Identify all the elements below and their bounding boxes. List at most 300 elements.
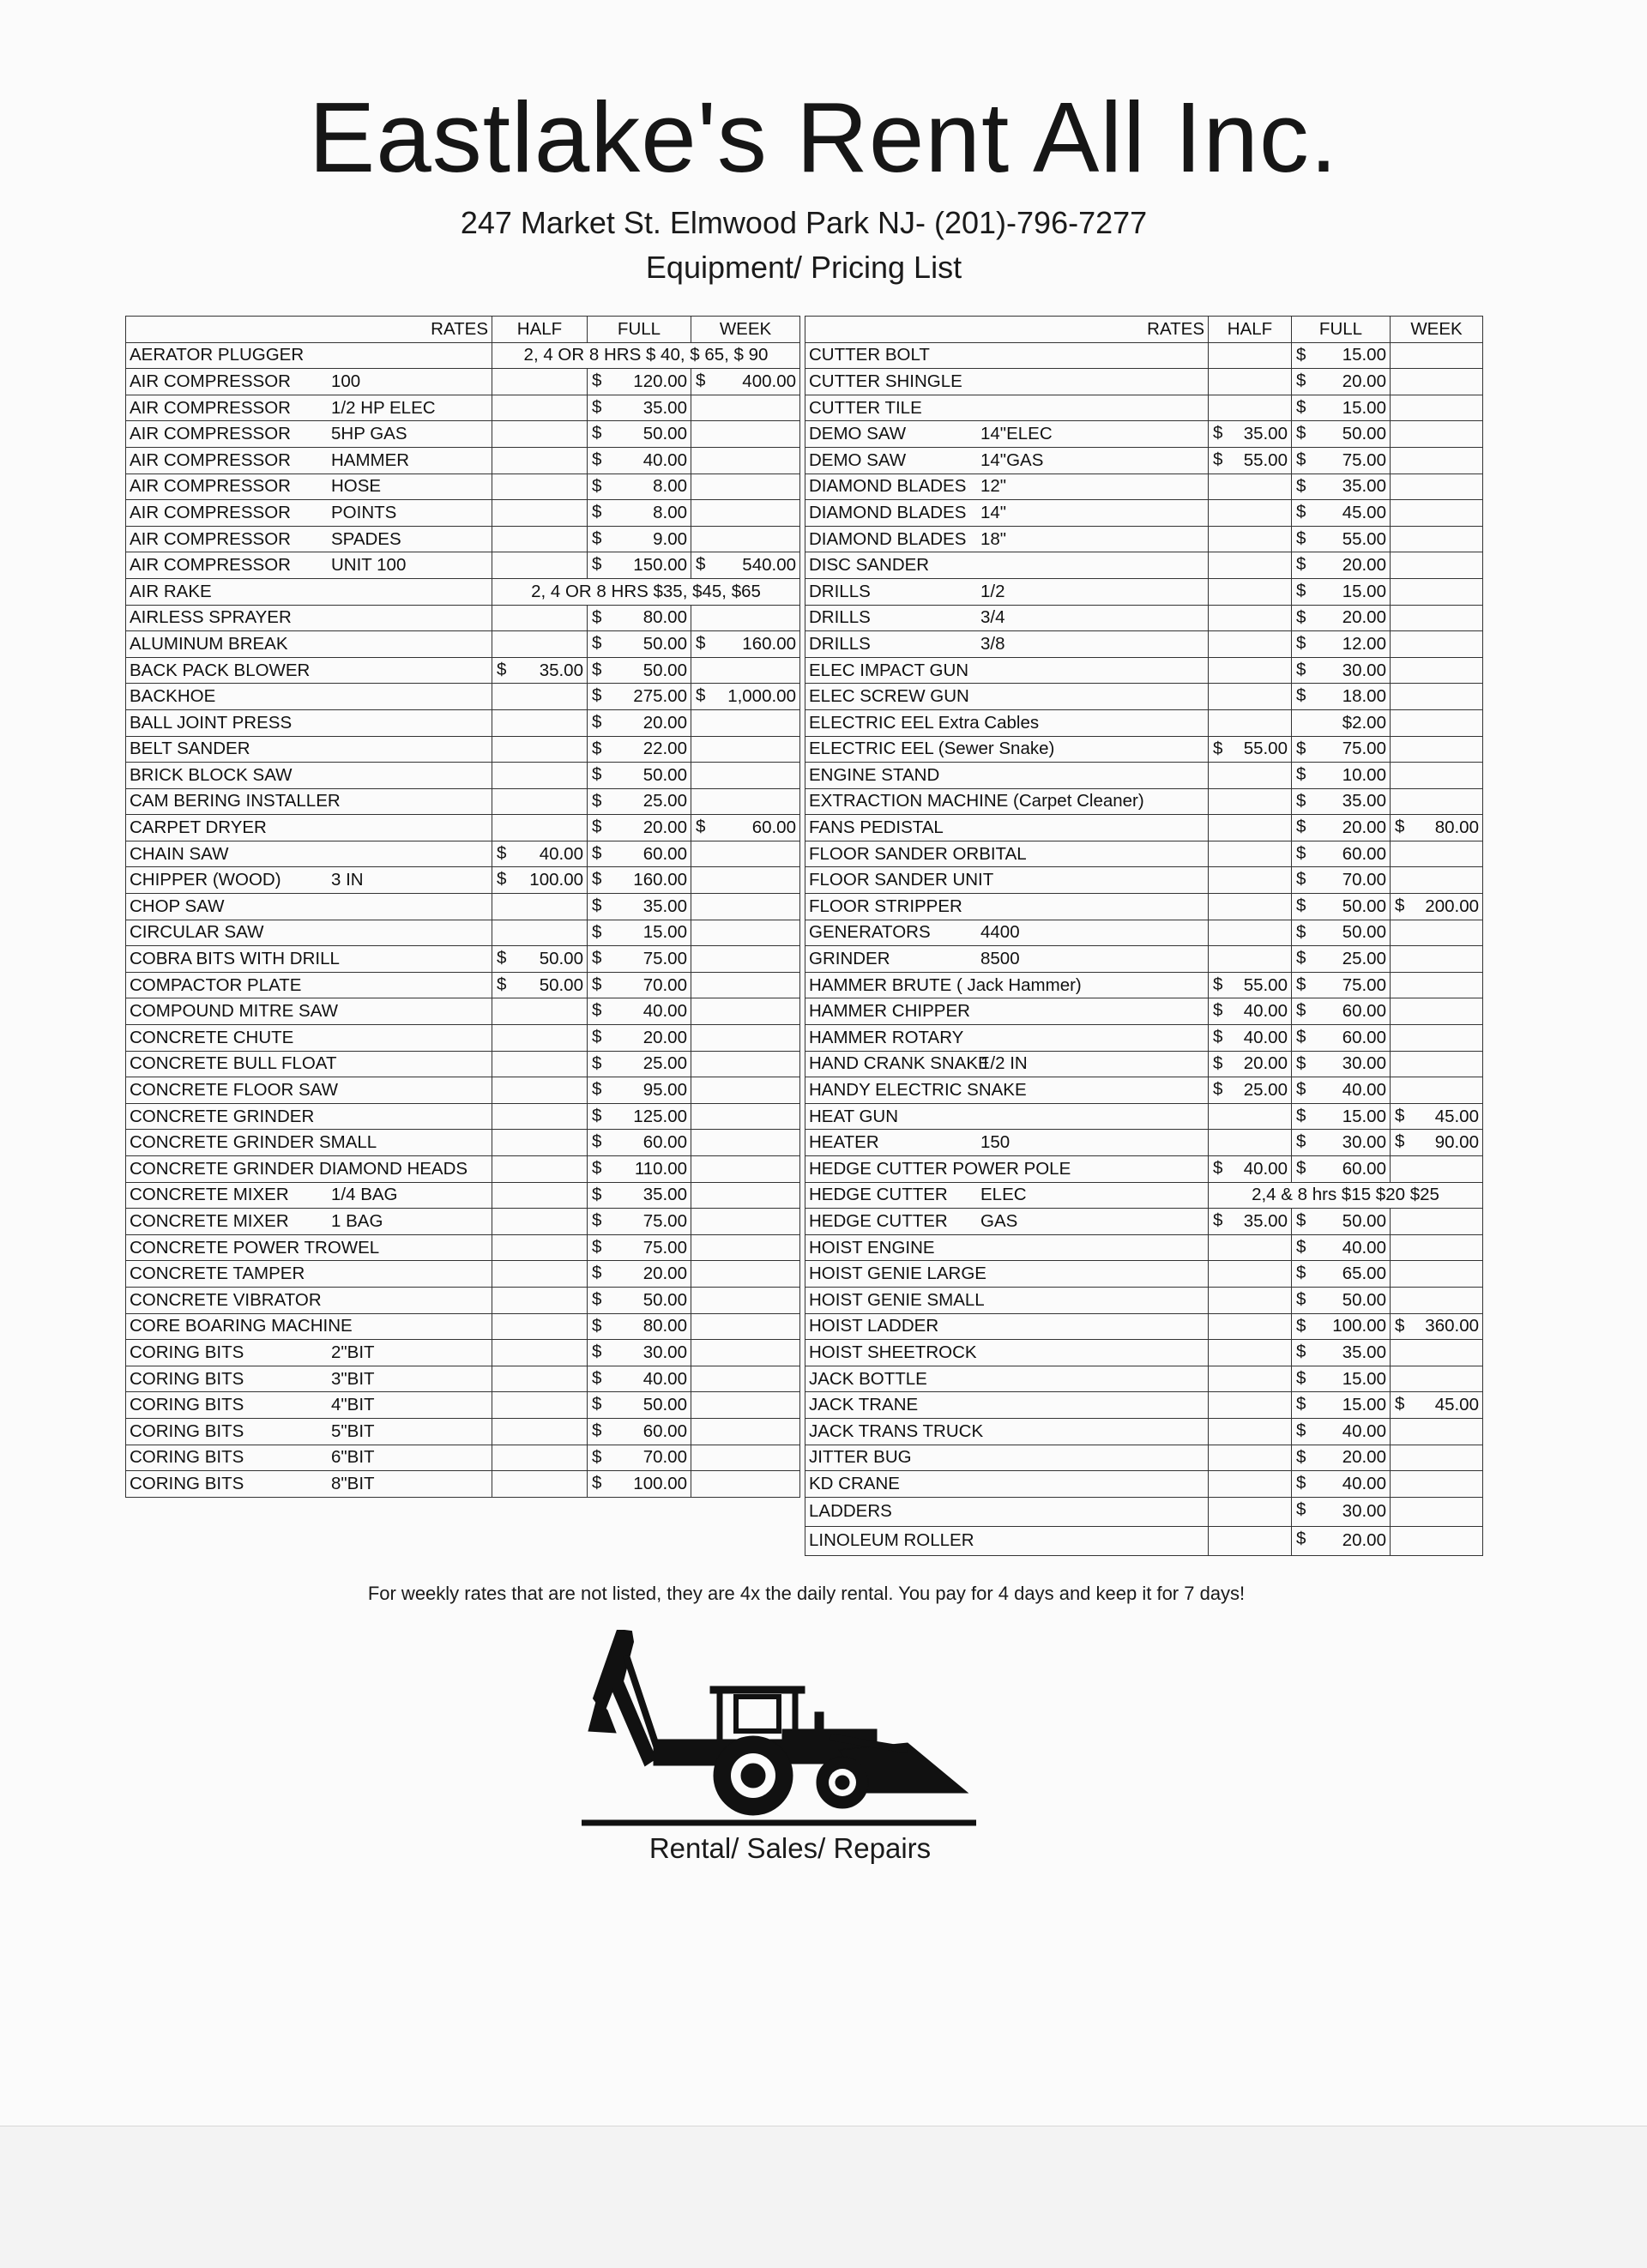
price-value: 50.00 [1342, 922, 1386, 943]
table-row [805, 395, 1483, 421]
equipment-name [126, 631, 492, 658]
currency-symbol: $ [1296, 764, 1306, 785]
week-price [1391, 684, 1483, 710]
price-value: 20.00 [643, 817, 687, 838]
half-price [1209, 736, 1292, 763]
equipment-name [805, 369, 1209, 395]
equipment-label: COMPACTOR PLATE [130, 974, 302, 995]
currency-symbol: $ [592, 1053, 602, 1073]
half-price [1209, 342, 1292, 369]
currency-symbol: $ [1395, 1131, 1405, 1152]
currency-symbol: $ [497, 842, 507, 863]
currency-symbol: $ [1296, 896, 1306, 916]
currency-symbol: $ [592, 1342, 602, 1362]
equipment-label: FLOOR STRIPPER [809, 896, 962, 916]
full-price [588, 1156, 691, 1183]
table-row [805, 1471, 1483, 1498]
table-row [126, 972, 800, 998]
table-row [805, 500, 1483, 527]
company-address: 247 Market St. Elmwood Park NJ- (201)-796-7277 [460, 205, 1148, 240]
half-price [492, 894, 588, 920]
half-price [1209, 631, 1292, 658]
pricing-table-left [125, 316, 800, 1498]
equipment-label: DEMO SAW [809, 449, 907, 470]
equipment-name [126, 1366, 492, 1392]
equipment-label: ELECTRIC EEL (Sewer Snake) [809, 739, 1055, 759]
price-value: 40.00 [1243, 1158, 1288, 1179]
currency-symbol: $ [592, 1105, 602, 1125]
full-price [1292, 920, 1391, 946]
equipment-label: CONCRETE TAMPER [130, 1264, 305, 1284]
currency-symbol: $ [1296, 1263, 1306, 1283]
week-price [1391, 1313, 1483, 1340]
half-price [1209, 815, 1292, 841]
table-row [126, 709, 800, 736]
equipment-name [805, 736, 1209, 763]
half-price [492, 1025, 588, 1052]
half-price [492, 1445, 588, 1471]
currency-symbol: $ [1296, 869, 1306, 890]
hourly-rate-note: 2,4 & 8 hrs $15 $20 $25 [1209, 1182, 1483, 1209]
week-price [1391, 1392, 1483, 1419]
price-value: 50.00 [643, 1395, 687, 1415]
equipment-name [805, 1497, 1209, 1526]
table-row [805, 526, 1483, 552]
equipment-name [126, 1156, 492, 1183]
equipment-name [126, 684, 492, 710]
equipment-label: BRICK BLOCK SAW [130, 764, 293, 785]
equipment-label: FANS PEDISTAL [809, 817, 944, 838]
half-price [1209, 1025, 1292, 1052]
equipment-name [805, 526, 1209, 552]
table-row [126, 1366, 800, 1392]
full-price [1292, 684, 1391, 710]
half-price [1209, 1471, 1292, 1498]
equipment-label: CARPET DRYER [130, 817, 267, 838]
currency-symbol: $ [696, 817, 706, 837]
price-value: 60.00 [1342, 1027, 1386, 1047]
table-row [805, 1313, 1483, 1340]
table-row [126, 1182, 800, 1209]
price-value: 15.00 [1342, 581, 1386, 601]
currency-symbol: $ [592, 1288, 602, 1309]
currency-symbol: $ [1213, 449, 1223, 469]
week-price [691, 1156, 800, 1183]
equipment-label: CONCRETE BULL FLOAT [130, 1053, 337, 1074]
equipment-label: CORING BITS [130, 1421, 244, 1441]
full-price [1292, 1130, 1391, 1156]
equipment-variant: 1 BAG [331, 1210, 383, 1231]
table-row [805, 1077, 1483, 1104]
week-price [1391, 526, 1483, 552]
full-price [588, 841, 691, 867]
week-price [1391, 631, 1483, 658]
table-row [805, 1130, 1483, 1156]
full-price [588, 894, 691, 920]
price-value: 125.00 [633, 1106, 687, 1126]
currency-symbol: $ [1296, 948, 1306, 968]
price-value: 70.00 [643, 974, 687, 995]
full-price [588, 657, 691, 684]
currency-symbol: $ [1296, 1027, 1306, 1047]
full-price [1292, 815, 1391, 841]
price-value: 40.00 [643, 449, 687, 470]
half-price [492, 998, 588, 1025]
equipment-label: HAMMER CHIPPER [809, 1001, 970, 1022]
equipment-name [805, 684, 1209, 710]
full-price [1292, 631, 1391, 658]
price-value: 40.00 [1342, 1237, 1386, 1258]
week-price [691, 946, 800, 973]
equipment-name [805, 1287, 1209, 1313]
half-price [492, 946, 588, 973]
equipment-label: CUTTER SHINGLE [809, 371, 962, 391]
price-value: 60.00 [643, 1132, 687, 1153]
week-price [691, 709, 800, 736]
full-price [588, 1392, 691, 1419]
currency-symbol: $ [592, 1263, 602, 1283]
half-price [1209, 395, 1292, 421]
price-value: 60.00 [643, 1421, 687, 1441]
week-price [691, 369, 800, 395]
price-value: 70.00 [1342, 870, 1386, 890]
currency-symbol: $ [1296, 738, 1306, 758]
week-price [1391, 395, 1483, 421]
equipment-variant: 8500 [980, 949, 1020, 969]
price-value: 30.00 [1342, 1501, 1386, 1522]
full-price [1292, 998, 1391, 1025]
full-price [588, 1077, 691, 1104]
full-price [588, 867, 691, 894]
week-price [691, 1025, 800, 1052]
currency-symbol: $ [1296, 1288, 1306, 1309]
table-row [126, 867, 800, 894]
price-value: 400.00 [742, 371, 796, 391]
price-value: 45.00 [1434, 1395, 1479, 1415]
currency-symbol: $ [592, 869, 602, 890]
equipment-name [126, 709, 492, 736]
full-price [1292, 788, 1391, 815]
week-price [691, 1077, 800, 1104]
table-row [805, 1051, 1483, 1077]
table-row [805, 709, 1483, 736]
price-value: 22.00 [643, 739, 687, 759]
price-value: 110.00 [634, 1158, 687, 1179]
half-price [1209, 474, 1292, 500]
equipment-name [805, 1392, 1209, 1419]
table-row [805, 1261, 1483, 1288]
week-price [691, 474, 800, 500]
equipment-label: FLOOR SANDER UNIT [809, 870, 994, 890]
full-price [588, 998, 691, 1025]
currency-symbol: $ [592, 1446, 602, 1467]
equipment-name [805, 474, 1209, 500]
equipment-name [805, 1340, 1209, 1366]
equipment-label: HAND CRANK SNAKE [809, 1053, 990, 1074]
currency-symbol: $ [592, 685, 602, 706]
price-value: 20.00 [1342, 371, 1386, 391]
equipment-name [805, 421, 1209, 448]
table-row [126, 1103, 800, 1130]
week-price [1391, 657, 1483, 684]
price-value: 35.00 [1342, 476, 1386, 497]
equipment-name [805, 1025, 1209, 1052]
currency-symbol: $ [1395, 1394, 1405, 1414]
price-value: 35.00 [539, 660, 583, 680]
equipment-name [805, 1526, 1209, 1555]
half-price [492, 421, 588, 448]
equipment-label: BALL JOINT PRESS [130, 712, 293, 733]
equipment-name [805, 1418, 1209, 1445]
currency-symbol: $ [1213, 1158, 1223, 1178]
equipment-name [805, 1209, 1209, 1235]
full-price [1292, 342, 1391, 369]
half-price [1209, 1497, 1292, 1526]
table-row [126, 395, 800, 421]
currency-symbol: $ [1296, 1420, 1306, 1440]
price-value: 40.00 [643, 1001, 687, 1022]
table-row [805, 998, 1483, 1025]
table-row [805, 1526, 1483, 1555]
full-price [1292, 578, 1391, 605]
price-value: 90.00 [1434, 1132, 1479, 1153]
equipment-label: AERATOR PLUGGER [130, 345, 305, 365]
full-price [1292, 447, 1391, 474]
table-row [805, 1497, 1483, 1526]
half-price [492, 788, 588, 815]
equipment-label: DIAMOND BLADES [809, 528, 967, 549]
table-row [805, 342, 1483, 369]
equipment-label: DIAMOND BLADES [809, 476, 967, 497]
full-price [588, 788, 691, 815]
company-title: Eastlake's Rent All Inc. [308, 81, 1339, 193]
half-price [492, 369, 588, 395]
table-row [126, 736, 800, 763]
equipment-name [805, 867, 1209, 894]
equipment-name [126, 1313, 492, 1340]
equipment-label: DRILLS [809, 607, 871, 628]
week-price [691, 526, 800, 552]
full-price [1292, 1445, 1391, 1471]
full-price [1292, 1025, 1391, 1052]
half-price [492, 1418, 588, 1445]
full-price [588, 709, 691, 736]
currency-symbol: $ [592, 842, 602, 863]
currency-symbol: $ [1296, 659, 1306, 679]
hourly-rate-note: 2, 4 OR 8 HRS $35, $45, $65 [492, 578, 800, 605]
equipment-variant: POINTS [331, 502, 397, 522]
table-row [126, 631, 800, 658]
equipment-variant: 150 [980, 1132, 1011, 1153]
equipment-name [805, 1445, 1209, 1471]
half-price [492, 447, 588, 474]
half-price [1209, 447, 1292, 474]
equipment-name [126, 474, 492, 500]
full-price [588, 946, 691, 973]
table-row [805, 894, 1483, 920]
equipment-label: CUTTER BOLT [809, 345, 930, 365]
price-value: 18.00 [1342, 686, 1386, 707]
half-price [1209, 946, 1292, 973]
price-value: 50.00 [1342, 1210, 1386, 1231]
price-value: 20.00 [1342, 607, 1386, 628]
full-price [1292, 841, 1391, 867]
table-row [805, 631, 1483, 658]
full-price [588, 1287, 691, 1313]
week-price [691, 684, 800, 710]
week-price [1391, 1234, 1483, 1261]
currency-symbol: $ [592, 921, 602, 942]
equipment-label: COMPOUND MITRE SAW [130, 1001, 338, 1022]
full-price [1292, 946, 1391, 973]
full-price [588, 1182, 691, 1209]
weekly-rates-note: For weekly rates that are not listed, they are 4x the daily rental. You pay for 4 days and keep it for 7 days! [367, 1583, 1246, 1604]
equipment-variant: 1/2 IN [980, 1053, 1028, 1074]
rates-column-header: RATES [126, 317, 492, 343]
equipment-name [805, 920, 1209, 946]
table-row [126, 1261, 800, 1288]
week-price [1391, 763, 1483, 789]
equipment-label: CORING BITS [130, 1395, 244, 1415]
price-value: 75.00 [643, 1210, 687, 1231]
equipment-label: FLOOR SANDER ORBITAL [809, 843, 1027, 864]
currency-symbol: $ [1296, 606, 1306, 627]
currency-symbol: $ [592, 738, 602, 758]
price-value: 70.00 [643, 1447, 687, 1468]
full-price [588, 369, 691, 395]
price-value: 60.00 [1342, 843, 1386, 864]
price-value: 30.00 [1342, 1053, 1386, 1074]
equipment-variant: 8"BIT [331, 1473, 375, 1493]
table-row [126, 500, 800, 527]
equipment-name [126, 736, 492, 763]
week-price [691, 841, 800, 867]
half-price [1209, 1130, 1292, 1156]
half-price [492, 500, 588, 527]
week-price [1391, 369, 1483, 395]
currency-symbol: $ [1213, 423, 1223, 443]
half-price [1209, 972, 1292, 998]
equipment-label: AIR COMPRESSOR [130, 449, 291, 470]
equipment-name [805, 946, 1209, 973]
table-row [126, 1471, 800, 1498]
half-price [492, 920, 588, 946]
price-value: 40.00 [539, 843, 583, 864]
equipment-variant: 1/2 HP ELEC [331, 397, 436, 418]
table-row [126, 342, 800, 369]
table-row [805, 1445, 1483, 1471]
price-value: 20.00 [1342, 1447, 1386, 1468]
equipment-name [805, 894, 1209, 920]
half-price [1209, 998, 1292, 1025]
equipment-variant: 3/4 [980, 607, 1005, 628]
half-price [1209, 1445, 1292, 1471]
currency-symbol: $ [592, 1079, 602, 1100]
price-value: 60.00 [1342, 1158, 1386, 1179]
half-price [492, 972, 588, 998]
equipment-label: GRINDER [809, 949, 890, 969]
price-value: 15.00 [1342, 1106, 1386, 1126]
week-price [691, 972, 800, 998]
table-row [126, 1418, 800, 1445]
price-value: 150.00 [633, 555, 687, 576]
price-value: 40.00 [1243, 1027, 1288, 1047]
table-row [126, 1156, 800, 1183]
equipment-variant: 14"GAS [980, 449, 1044, 470]
equipment-variant: 2"BIT [331, 1342, 375, 1362]
equipment-name [126, 894, 492, 920]
currency-symbol: $ [497, 659, 507, 679]
week-price [691, 1313, 800, 1340]
week-price [1391, 920, 1483, 946]
currency-symbol: $ [1296, 344, 1306, 365]
price-value: 120.00 [633, 371, 687, 391]
equipment-label: CORING BITS [130, 1447, 244, 1468]
week-price [1391, 1209, 1483, 1235]
equipment-label: EXTRACTION MACHINE (Carpet Cleaner) [809, 791, 1144, 811]
equipment-label: JACK TRANS TRUCK [809, 1421, 984, 1441]
table-header-row [126, 317, 800, 343]
week-price [691, 657, 800, 684]
table-row [805, 657, 1483, 684]
equipment-name [126, 788, 492, 815]
currency-symbol: $ [592, 1131, 602, 1152]
half-price [492, 1103, 588, 1130]
full-price [1292, 736, 1391, 763]
full-price [588, 1130, 691, 1156]
price-value: 60.00 [751, 817, 796, 838]
half-price [1209, 605, 1292, 631]
price-value: 45.00 [1434, 1106, 1479, 1126]
price-value: 1,000.00 [727, 686, 796, 707]
equipment-label: CAM BERING INSTALLER [130, 791, 341, 811]
equipment-label: DRILLS [809, 581, 871, 601]
full-price [1292, 1287, 1391, 1313]
week-price [1391, 1261, 1483, 1288]
full-price [1292, 1209, 1391, 1235]
currency-symbol: $ [592, 1027, 602, 1047]
equipment-variant: HOSE [331, 476, 382, 497]
half-price [1209, 1077, 1292, 1104]
equipment-label: CORING BITS [130, 1473, 244, 1493]
table-row [126, 421, 800, 448]
full-price [1292, 1261, 1391, 1288]
equipment-name [805, 763, 1209, 789]
price-value: 20.00 [1342, 817, 1386, 838]
currency-symbol: $ [696, 554, 706, 575]
table-row [126, 1209, 800, 1235]
equipment-label: JITTER BUG [809, 1447, 912, 1468]
currency-symbol: $ [592, 371, 602, 391]
equipment-variant: SPADES [331, 528, 401, 549]
week-price [1391, 1156, 1483, 1183]
half-price [1209, 763, 1292, 789]
equipment-name [805, 1313, 1209, 1340]
currency-symbol: $ [1296, 1210, 1306, 1231]
currency-symbol: $ [1296, 974, 1306, 994]
half-price [1209, 1234, 1292, 1261]
half-price [492, 1234, 588, 1261]
week-price [1391, 998, 1483, 1025]
equipment-label: CONCRETE GRINDER SMALL [130, 1132, 377, 1153]
currency-symbol: $ [1296, 921, 1306, 942]
price-value: 20.00 [643, 1264, 687, 1284]
equipment-label: HOIST ENGINE [809, 1237, 935, 1258]
week-price [1391, 709, 1483, 736]
week-price [691, 998, 800, 1025]
half-price [492, 709, 588, 736]
week-price [691, 500, 800, 527]
